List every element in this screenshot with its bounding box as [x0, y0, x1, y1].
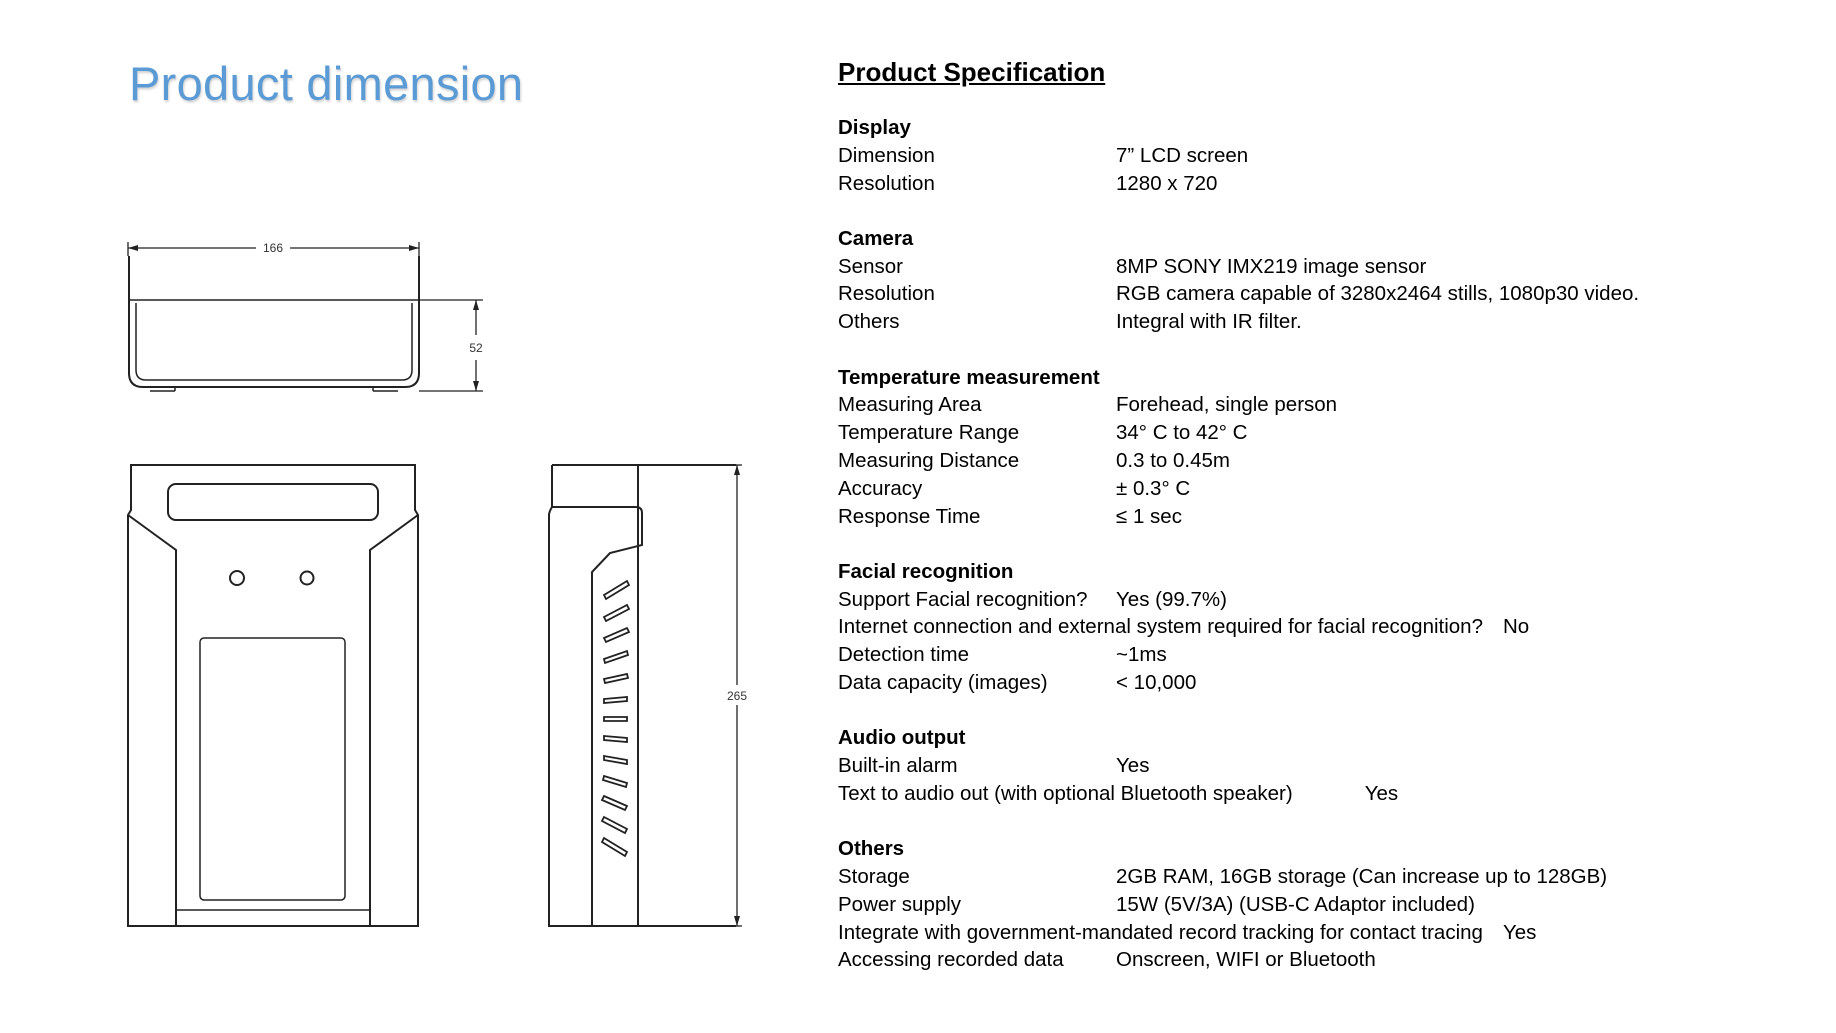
spec-row — [838, 503, 1818, 531]
spec-row — [838, 391, 1818, 419]
spec-row — [838, 308, 1818, 336]
spec-row — [838, 780, 1818, 808]
spec-label: Power supply — [838, 892, 962, 916]
front-sensor-right — [301, 572, 314, 585]
spec-row — [838, 419, 1818, 447]
front-sensor-left — [230, 571, 244, 585]
depth-dimension-label: 265 — [726, 689, 748, 703]
spec-label: Support Facial recognition? — [838, 587, 1088, 611]
section-heading: Audio output — [838, 726, 966, 750]
section-facial-recognition — [838, 558, 1818, 697]
spec-row — [838, 170, 1818, 198]
spec-value: 0.3 to 0.45m — [1116, 448, 1230, 472]
spec-value: ± 0.3° C — [1116, 476, 1191, 500]
spec-row — [838, 280, 1818, 308]
spec-row — [838, 863, 1818, 891]
section-heading: Temperature measurement — [838, 365, 1100, 389]
spec-row — [838, 669, 1818, 697]
spec-label: Measuring Area — [838, 393, 982, 417]
front-view-drawing — [128, 465, 418, 926]
spec-value: Yes — [1116, 754, 1150, 778]
front-screen-area — [200, 638, 345, 900]
spec-row — [838, 891, 1818, 919]
spec-label: Dimension — [838, 143, 935, 167]
spec-row — [838, 586, 1818, 614]
spec-label: Built-in alarm — [838, 754, 958, 778]
section-display — [838, 114, 1818, 197]
spec-label: Internet connection and external system required for facial recognition? — [838, 615, 1483, 639]
section-heading: Facial recognition — [838, 559, 1014, 583]
spec-row — [838, 142, 1818, 170]
spec-row — [838, 752, 1818, 780]
spec-label: Accuracy — [838, 476, 923, 500]
section-audio-output — [838, 724, 1818, 807]
spec-row — [838, 475, 1818, 503]
spec-label: Text to audio out (with optional Bluetooth speaker) — [838, 781, 1293, 805]
spec-label: Integrate with government-mandated record tracking for contact tracing — [838, 920, 1483, 944]
spec-row — [838, 613, 1818, 641]
spec-label: Response Time — [838, 504, 981, 528]
section-others — [838, 835, 1818, 974]
spec-row — [838, 919, 1818, 947]
spec-title: Product Specification — [838, 57, 1106, 87]
spec-value: 15W (5V/3A) (USB-C Adaptor included) — [1116, 892, 1475, 916]
spec-row — [838, 641, 1818, 669]
section-heading: Others — [838, 837, 905, 861]
section-temperature — [838, 364, 1818, 531]
spec-value: 7” LCD screen — [1116, 143, 1249, 167]
spec-label: Measuring Distance — [838, 448, 1020, 472]
height-dimension-label: 52 — [469, 341, 483, 355]
section-camera — [838, 225, 1818, 336]
spec-row — [838, 253, 1818, 281]
spec-row — [838, 946, 1818, 974]
spec-label: Temperature Range — [838, 421, 1020, 445]
spec-label: Resolution — [838, 171, 935, 195]
spec-value: 1280 x 720 — [1116, 171, 1218, 195]
spec-label: Data capacity (images) — [838, 671, 1048, 695]
section-heading: Camera — [838, 226, 914, 250]
spec-row — [838, 447, 1818, 475]
section-heading: Display — [838, 116, 911, 139]
width-dimension-label: 166 — [262, 241, 284, 255]
spec-label: Resolution — [838, 282, 935, 306]
spec-label: Sensor — [838, 254, 903, 278]
spec-value: ~1ms — [1116, 643, 1167, 667]
spec-value: 2GB RAM, 16GB storage (Can increase up to 128GB) — [1116, 865, 1608, 889]
side-view-drawing — [549, 465, 736, 926]
spec-value: ≤ 1 sec — [1116, 504, 1182, 528]
spec-label: Others — [838, 310, 900, 334]
spec-value: Yes (99.7%) — [1116, 587, 1227, 611]
side-vent-slots — [602, 581, 629, 856]
spec-value: 8MP SONY IMX219 image sensor — [1116, 254, 1427, 278]
spec-label: Accessing recorded data — [838, 948, 1064, 972]
spec-value: < 10,000 — [1116, 671, 1197, 695]
spec-value: Yes — [1502, 920, 1537, 944]
product-dimension-drawing — [0, 0, 760, 1033]
product-specification — [838, 52, 1818, 1002]
spec-value: Onscreen, WIFI or Bluetooth — [1116, 948, 1376, 972]
spec-value: RGB camera capable of 3280x2464 stills, 1080p30 video. — [1116, 282, 1640, 306]
spec-value: No — [1502, 615, 1530, 639]
spec-value: Integral with IR filter. — [1116, 310, 1302, 334]
spec-label: Storage — [838, 865, 910, 889]
spec-value: Yes — [1364, 781, 1399, 805]
spec-value: Forehead, single person — [1116, 393, 1338, 417]
spec-label: Detection time — [838, 643, 970, 667]
spec-value: 34° C to 42° C — [1116, 421, 1248, 445]
product-dimension-title: Product dimension — [129, 57, 524, 110]
top-view-drawing — [129, 256, 419, 391]
